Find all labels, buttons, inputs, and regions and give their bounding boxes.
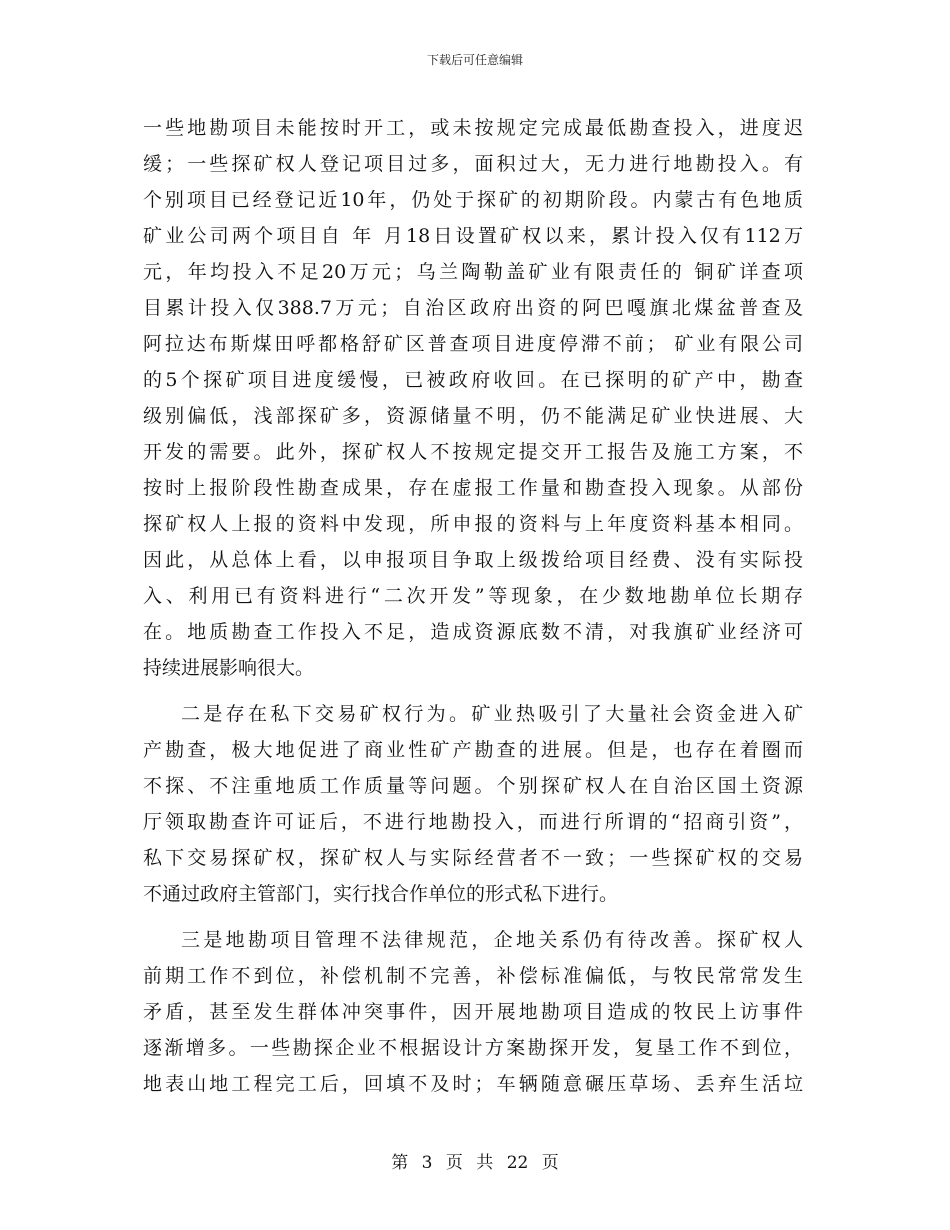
text-line: 三是地勘项目管理不法律规范，企地关系仍有待改善。探矿权人 [181,929,803,951]
total-unit: 页 [541,1153,559,1173]
paragraph-1 [143,110,803,686]
text-line: 一些地勘项目未能按时开工，或未按规定完成最低勘查投入，进度迟 [143,117,803,139]
page-label: 第 [391,1153,409,1173]
text-line: 矛盾，甚至发生群体冲突事件，因开展地勘项目造成的牧民上访事件 [143,1001,803,1023]
text-line: 厅领取勘查许可证后，不进行地勘投入，而进行所谓的“招商引资”， [143,811,803,833]
text-line: 在。地质勘查工作投入不足，造成资源底数不清，对我旗矿业经济可 [143,621,803,643]
text-line: 个别项目已经登记近10年，仍处于探矿的初期阶段。内蒙古有色地质 [143,189,803,211]
text-line: 缓；一些探矿权人登记项目过多，面积过大，无力进行地勘投入。有 [143,153,803,175]
text-line: 开发的需要。此外，探矿权人不按规定提交开工报告及施工方案，不 [143,441,803,463]
text-line: 因此，从总体上看，以申报项目争取上级拨给项目经费、没有实际投 [143,549,803,571]
text-line: 探矿权人上报的资料中发现，所申报的资料与上年度资料基本相同。 [143,513,803,535]
text-line: 的5个探矿项目进度缓慢，已被政府收回。在已探明的矿产中，勘查 [143,369,803,391]
text-line: 入、利用已有资料进行“二次开发”等现象，在少数地勘单位长期存 [143,585,803,607]
total-pages: 22 [506,1153,529,1173]
page-number: 3 [421,1153,433,1173]
paragraph-spacer [143,912,803,922]
text-line: 前期工作不到位，补偿机制不完善，补偿标准偏低，与牧民常常发生 [143,965,803,987]
total-label: 共 [476,1153,494,1173]
paragraph-spacer [143,686,803,696]
text-line: 按时上报阶段性勘查成果，存在虚报工作量和勘查投入现象。从部份 [143,477,803,499]
document-body [143,110,803,1102]
text-line: 目累计投入仅388.7万元；自治区政府出资的阿巴嘎旗北煤盆普查及 [143,297,803,319]
text-line: 持续进展影响很大。 [143,657,315,679]
text-line: 不探、不注重地质工作质量等问题。个别探矿权人在自治区国土资源 [143,775,803,797]
text-line: 逐渐增多。一些勘探企业不根据设计方案勘探开发，复垦工作不到位， [143,1037,803,1059]
page-footer [0,1152,950,1174]
page-unit: 页 [445,1153,463,1173]
text-line: 私下交易探矿权，探矿权人与实际经营者不一致；一些探矿权的交易 [143,847,803,869]
text-line: 元，年均投入不足20万元；乌兰陶勒盖矿业有限责任的 铜矿详查项 [143,261,803,283]
paragraph-3 [143,922,803,1102]
text-line: 不通过政府主管部门，实行找合作单位的形式私下进行。 [143,883,619,905]
text-line: 级别偏低，浅部探矿多，资源储量不明，仍不能满足矿业快进展、大 [143,405,803,427]
text-line: 矿业公司两个项目自 年 月18日设置矿权以来，累计投入仅有112万 [143,225,803,247]
paragraph-2 [143,696,803,912]
text-line: 二是存在私下交易矿权行为。矿业热吸引了大量社会资金进入矿 [181,703,803,725]
text-line: 产勘查，极大地促进了商业性矿产勘查的进展。但是，也存在着圈而 [143,739,803,761]
text-line: 阿拉达布斯煤田呼都格舒矿区普查项目进度停滞不前； 矿业有限公司 [143,333,803,355]
page-header: 下载后可任意编辑 [426,53,523,67]
text-line: 地表山地工程完工后，回填不及时；车辆随意碾压草场、丢弃生活垃 [143,1073,803,1095]
